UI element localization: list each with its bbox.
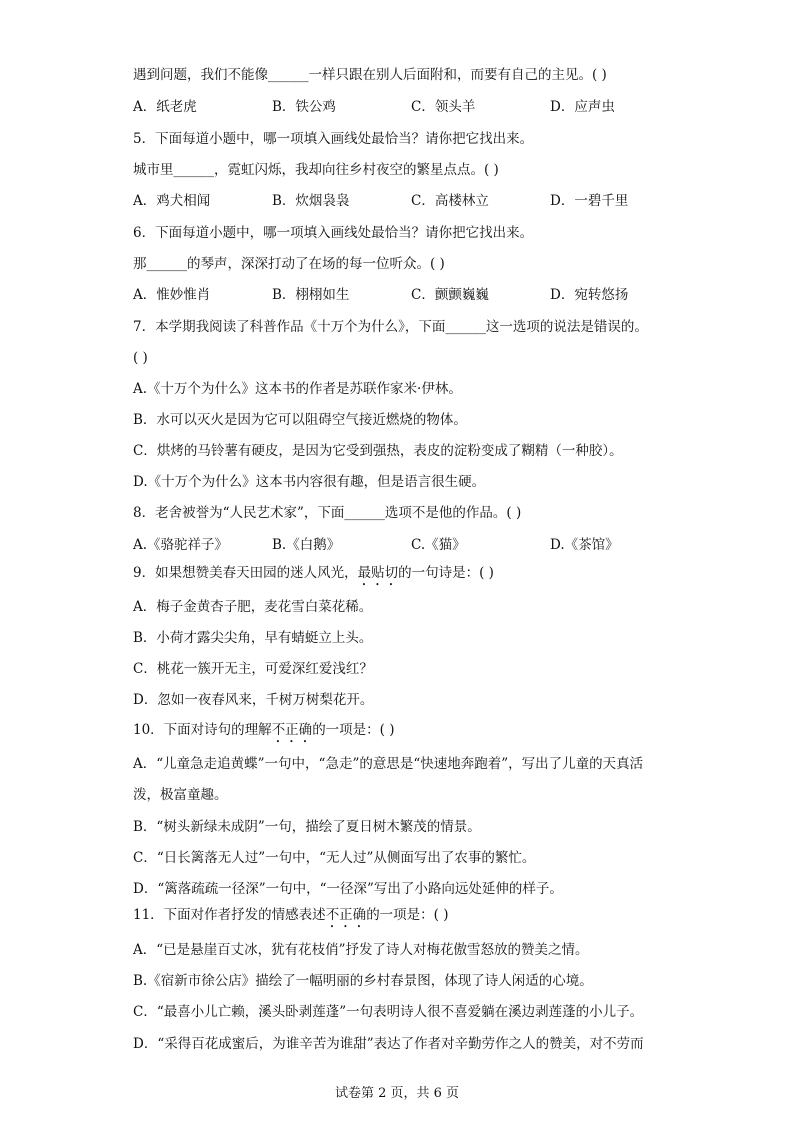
q6-option-d: D．宛转悠扬 bbox=[550, 287, 629, 303]
q4-stem: 遇到问题，我们不能像______一样只跟在别人后面附和，而要有自己的主见。( ) bbox=[133, 67, 607, 83]
q8-option-b: B.《白鹅》 bbox=[272, 537, 341, 553]
q10-option-a-line2: 泼，极富童趣。 bbox=[133, 787, 228, 803]
q5-option-d: D．一碧千里 bbox=[550, 193, 629, 209]
q11-option-c: C．“最喜小儿亡赖，溪头卧剥莲蓬”一句表明诗人很不喜爱躺在溪边剥莲蓬的小儿子。 bbox=[133, 1004, 644, 1020]
q7-option-b: B．水可以灭火是因为它可以阻碍空气接近燃烧的物体。 bbox=[133, 412, 467, 428]
q11-title-part1: 11．下面对作者抒发的情感表述 bbox=[133, 907, 326, 923]
q5-option-a: A．鸡犬相闻 bbox=[133, 193, 211, 209]
q11-title bbox=[133, 906, 449, 931]
q7-option-c: C．烘烤的马铃薯有硬皮，是因为它受到强热，表皮的淀粉变成了糊精（一种胶）。 bbox=[133, 443, 623, 459]
q10-option-b: B．“树头新绿未成阴”一句，描绘了夏日树木繁茂的情景。 bbox=[133, 819, 481, 835]
q8-option-d: D.《茶馆》 bbox=[550, 537, 619, 553]
q7-title: 7．本学期我阅读了科普作品《十万个为什么》，下面______这一选项的说法是错误的。 bbox=[133, 319, 648, 335]
q9-option-d: D．忽如一夜春风来，千树万树梨花开。 bbox=[133, 692, 374, 708]
q9-title-emphasis: 最贴切 bbox=[357, 565, 399, 581]
q9-option-c: C．桃花一簇开无主，可爱深红爱浅红？ bbox=[133, 661, 373, 677]
q4-option-c: C．领头羊 bbox=[411, 99, 476, 115]
q8-option-c: C.《猫》 bbox=[411, 537, 466, 553]
q4-option-b: B．铁公鸡 bbox=[272, 99, 336, 115]
q11-option-d: D．“采得百花成蜜后，为谁辛苦为谁甜”表达了作者对辛勤劳作之人的赞美，对不劳而 bbox=[133, 1036, 644, 1052]
q6-stem: 那______的琴声，深深打动了在场的每一位听众。( ) bbox=[133, 256, 445, 272]
q6-option-a: A．惟妙惟肖 bbox=[133, 287, 211, 303]
q11-option-a: A．“已是悬崖百丈冰，犹有花枝俏”抒发了诗人对梅花傲雪怒放的赞美之情。 bbox=[133, 942, 589, 958]
q9-option-b: B．小荷才露尖尖角，早有蜻蜓立上头。 bbox=[133, 630, 373, 646]
q10-option-d: D．“篱落疏疏一径深”一句中，“一径深”写出了小路向远处延伸的样子。 bbox=[133, 881, 563, 897]
q10-option-c: C．“日长篱落无人过”一句中，“无人过”从侧面写出了农事的繁忙。 bbox=[133, 850, 536, 866]
q11-option-b: B.《宿新市徐公店》描绘了一幅明丽的乡村春景图，体现了诗人闲适的心境。 bbox=[133, 973, 593, 989]
q11-title-emphasis: 不正确 bbox=[325, 907, 367, 923]
q5-option-b: B．炊烟袅袅 bbox=[272, 193, 350, 209]
q6-title: 6．下面每道小题中，哪一项填入画线处最恰当？请你把它找出来。 bbox=[133, 225, 534, 241]
q4-option-a: A．纸老虎 bbox=[133, 99, 197, 115]
q10-title-part2: 的一项是：( ) bbox=[312, 722, 395, 738]
q4-option-d: D．应声虫 bbox=[550, 99, 615, 115]
q6-option-c: C．颤颤巍巍 bbox=[411, 287, 489, 303]
q8-title: 8．老舍被誉为“人民艺术家”，下面______选项不是他的作品。( ) bbox=[133, 505, 522, 521]
q8-option-a: A.《骆驼祥子》 bbox=[133, 537, 229, 553]
q5-title: 5．下面每道小题中，哪一项填入画线处最恰当？请你把它找出来。 bbox=[133, 131, 534, 147]
q5-option-c: C．高楼林立 bbox=[411, 193, 489, 209]
q10-title bbox=[133, 721, 395, 746]
q6-option-b: B．栩栩如生 bbox=[272, 287, 350, 303]
q5-stem: 城市里______，霓虹闪烁，我却向往乡村夜空的繁星点点。( ) bbox=[133, 162, 499, 178]
q9-title-part2: 的一句诗是：( ) bbox=[398, 565, 494, 581]
q9-title bbox=[133, 564, 494, 589]
page-footer: 试卷第 2 页，共 6 页 bbox=[334, 1086, 460, 1101]
q11-title-part2: 的一项是：( ) bbox=[366, 907, 449, 923]
q10-title-part1: 10．下面对诗句的理解 bbox=[133, 722, 272, 738]
q7-answer-paren: ( ) bbox=[133, 350, 148, 366]
q10-title-emphasis: 不正确 bbox=[271, 722, 313, 738]
q9-title-part1: 9．如果想赞美春天田园的迷人风光， bbox=[133, 565, 358, 581]
q7-option-a: A.《十万个为什么》这本书的作者是苏联作家米·伊林。 bbox=[133, 381, 462, 397]
q7-option-d: D.《十万个为什么》这本书内容很有趣，但是语言很生硬。 bbox=[133, 474, 486, 490]
q10-option-a-line1: A．“儿童急走追黄蝶”一句中，“急走”的意思是“快速地奔跑着”，写出了儿童的天真活 bbox=[133, 756, 644, 772]
q9-option-a: A．梅子金黄杏子肥，麦花雪白菜花稀。 bbox=[133, 599, 373, 615]
